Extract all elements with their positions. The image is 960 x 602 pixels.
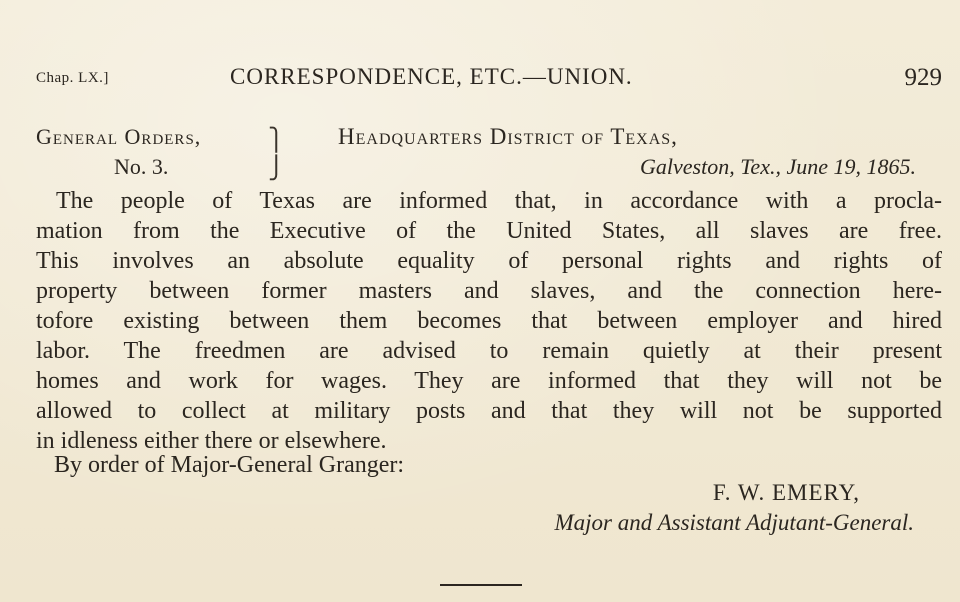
running-head-title: CORRESPONDENCE, ETC.—UNION. [230, 64, 633, 89]
body-line: homes and work for wages. They are informed that they will not be [36, 368, 942, 394]
section-divider [440, 584, 522, 586]
general-orders-label: General Orders, [36, 124, 202, 149]
body-line: This involves an absolute equality of personal rights and rights of [36, 248, 942, 274]
headquarters-heading: Headquarters District of Texas, [338, 124, 678, 149]
body-line: allowed to collect at military posts and that they will not be supported [36, 398, 942, 424]
body-line: property between former masters and slaves, and the connection here- [36, 278, 942, 304]
general-orders-heading [36, 124, 266, 179]
by-order-line: By order of Major-General Granger: [54, 452, 405, 478]
place-and-date: Galveston, Tex., June 19, 1865. [640, 154, 916, 179]
body-line: mation from the Executive of the United States, all slaves are free. [36, 218, 942, 244]
brace-icon: ⎫ ⎭ [268, 127, 285, 180]
chapter-reference: Chap. LX.] [36, 70, 109, 86]
body-line: tofore existing between them becomes that between employer and hired [36, 308, 942, 334]
page-number: 929 [904, 64, 942, 91]
body-line: The people of Texas are informed that, in accordance with a procla- [56, 188, 942, 214]
signer-name: F. W. EMERY, [712, 480, 860, 505]
signer-title: Major and Assistant Adjutant-General. [554, 510, 914, 535]
running-head [36, 64, 942, 94]
order-number: No. 3. [114, 154, 169, 179]
body-line: in idleness either there or elsewhere. [36, 428, 387, 454]
order-body [36, 186, 942, 456]
body-line: labor. The freedmen are advised to remain quietly at their present [36, 338, 942, 364]
